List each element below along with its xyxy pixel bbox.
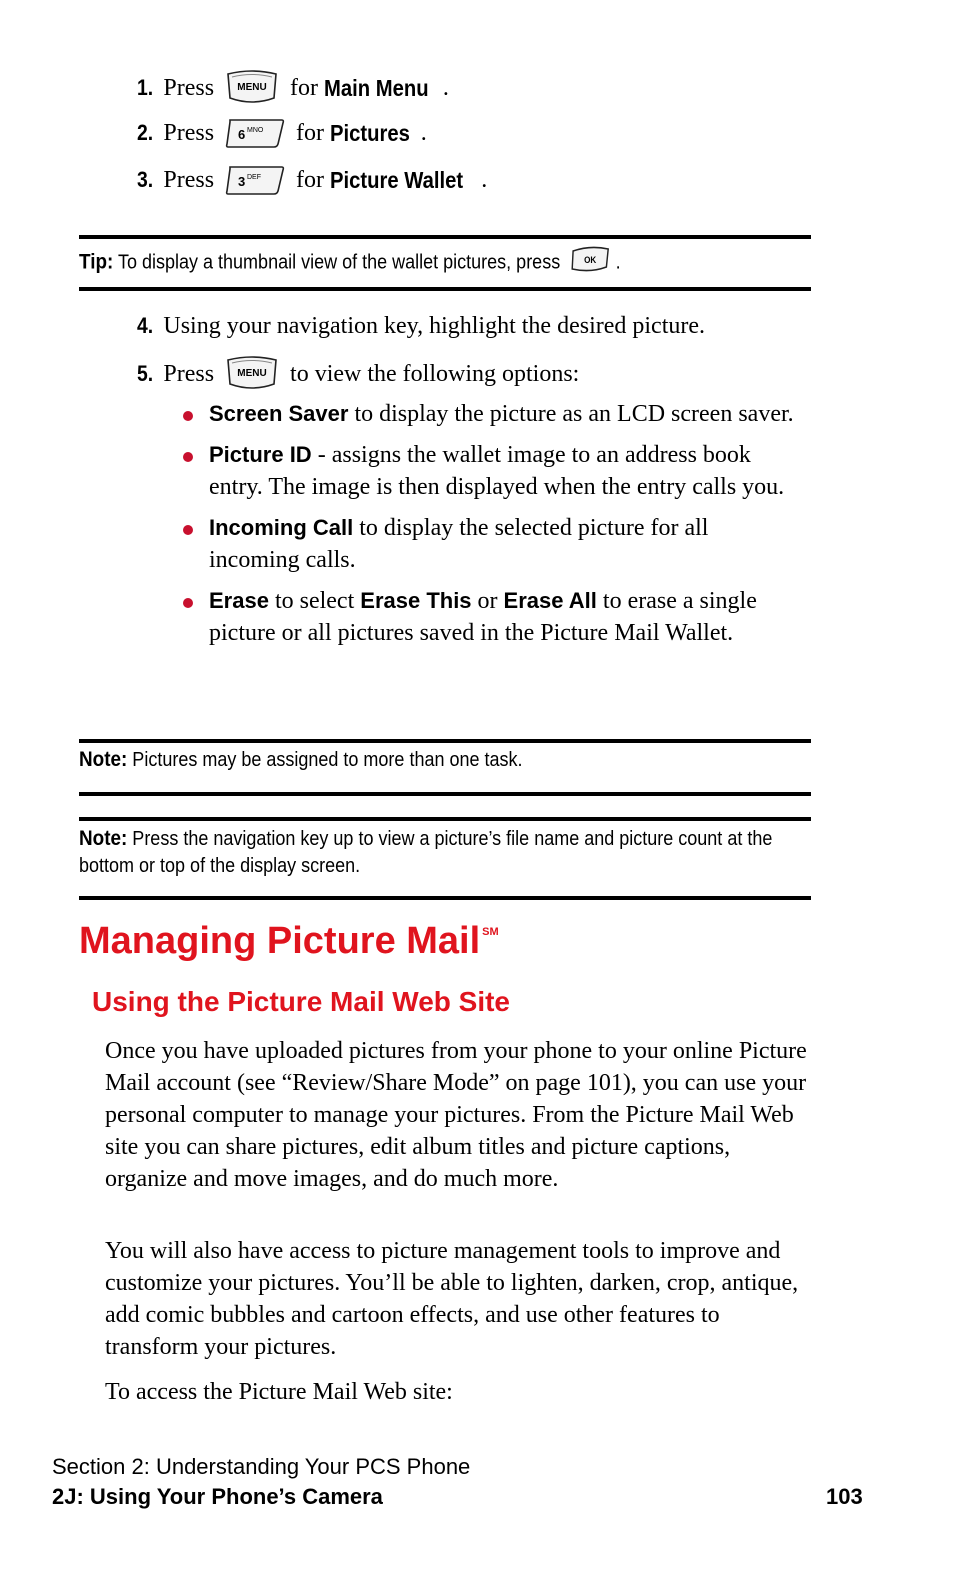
step-text: to view the following options: [290,361,580,387]
option-desc: or [471,588,504,614]
step-text: for [296,120,325,146]
step-number: 2. [137,120,154,145]
list-item [183,512,803,576]
option-name: Erase [209,588,269,613]
divider [79,792,811,796]
divider [79,817,811,821]
step-2 [137,116,427,150]
ok-key-icon [569,243,612,283]
svg-text:6: 6 [238,127,246,142]
step-number: 3. [137,167,154,192]
footer-chapter: 2J: Using Your Phone’s Camera [52,1484,383,1509]
option-name: Incoming Call [209,515,354,540]
bullet-icon [183,411,193,421]
svg-text:DEF: DEF [247,174,262,181]
subsection-heading: Using the Picture Mail Web Site [92,986,511,1017]
paragraph: To access the Picture Mail Web site: [105,1379,453,1405]
divider [79,235,811,239]
option-name: Screen Saver [209,401,349,426]
tip-punct: . [615,251,621,274]
key-3-icon [224,163,286,197]
note-text: Press the navigation key up to view a picture’s file name and picture count at the bottom or top of the display screen. [79,828,773,877]
divider [79,739,811,743]
paragraph: Once you have uploaded pictures from your phone to your online Picture Mail account (see “Review/Share Mode” on page 101), you can use your personal computer to manage your pictures. From the Picture Mail Web site you can share pictures, edit album titles and picture captions, organize and move images, and do much more. [105,1038,807,1192]
svg-text:MENU: MENU [237,368,267,379]
note-text: Pictures may be assigned to more than one task. [132,749,523,771]
divider [79,896,811,900]
bullet-icon [183,452,193,462]
note-label: Note: [79,748,128,771]
option-name: Picture ID [209,442,312,467]
step-1 [137,68,449,108]
service-mark: SM [482,926,499,938]
step-number: 1. [137,75,154,100]
step-number: 4. [137,313,154,338]
step-text: Using your navigation key, highlight the desired picture. [163,313,706,339]
svg-text:MENU: MENU [237,82,267,93]
note-label: Note: [79,827,128,850]
step-text: for [296,167,325,193]
option-desc: to display the picture as an LCD screen saver. [348,401,794,427]
bullet-icon [183,525,193,535]
bullet-icon [183,598,193,608]
footer-section: Section 2: Understanding Your PCS Phone [52,1454,471,1479]
step-target: Picture Wallet [330,167,464,193]
step-punct: . [442,75,449,101]
list-item [183,398,803,430]
paragraph: You will also have access to picture management tools to improve and customize your pictures. You’ll be able to lighten, darken, crop, antique, add comic bubbles and cartoon effects, and use other features to transform your pictures. [105,1238,799,1360]
section-heading [79,920,499,963]
options-list [183,398,803,658]
page-number: 103 [826,1484,863,1509]
option-name: Erase This [360,588,472,613]
step-4 [137,310,705,342]
step-text: Press [163,361,215,387]
step-number: 5. [137,361,154,386]
step-text: Press [163,120,215,146]
menu-key-icon [224,68,280,108]
note-box [79,825,891,880]
option-desc: to erase a single picture or all pictures saved in the Picture Mail Wallet. [209,588,757,646]
note-box [79,746,811,774]
option-desc: to select [268,588,361,614]
svg-text:OK: OK [584,254,597,266]
step-5 [137,354,579,394]
menu-key-icon [224,354,280,394]
list-item [183,439,803,503]
tip-label: Tip: [79,250,114,274]
step-punct: . [481,167,488,193]
step-target: Pictures [330,120,410,146]
tip-box [79,243,811,283]
key-6-icon [224,116,286,150]
heading-text: Managing Picture Mail [79,920,481,962]
step-text: Press [163,75,215,101]
list-item [183,585,803,649]
svg-text:MNO: MNO [247,127,264,134]
step-text: for [290,75,319,101]
step-3 [137,163,487,197]
divider [79,287,811,291]
step-text: Press [163,167,215,193]
svg-text:3: 3 [238,174,246,189]
option-name: Erase All [503,588,597,613]
option-desc: - assigns the wallet image to an address book entry. The image is then displayed when the entry calls you. [209,442,785,500]
step-punct: . [420,120,427,146]
step-target: Main Menu [324,75,429,101]
option-desc: to display the selected picture for all incoming calls. [209,515,709,573]
tip-text: To display a thumbnail view of the wallet pictures, press [117,251,561,274]
